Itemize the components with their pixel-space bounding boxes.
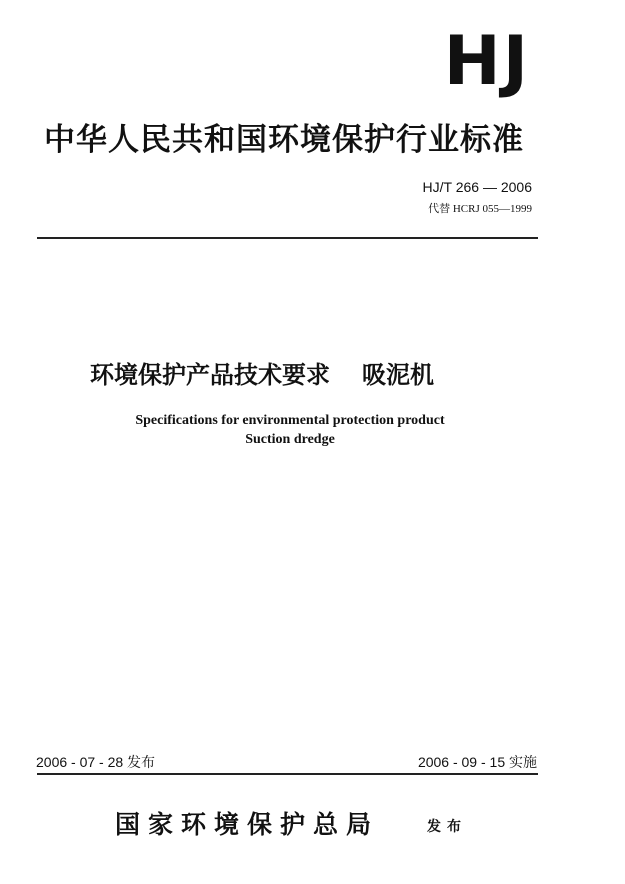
standard-code: HJ/T 266 — 2006 [422,179,532,195]
replaces-code: 代替 HCRJ 055—1999 [428,203,532,215]
publication-date: 2006 - 07 - 28 发布 [36,754,156,770]
document-title-sub: 吸泥机 [362,361,434,389]
english-title-line2: Suction dredge [245,432,335,447]
hj-logo: HJ [443,22,530,101]
footer-divider [37,773,538,775]
english-title-line1: Specifications for environmental protection product [135,413,445,428]
implementation-date: 2006 - 09 - 15 实施 [417,754,537,770]
organization-title: 中华人民共和国环境保护行业标准 [44,122,524,158]
document-title [90,355,434,390]
issuer-name: 国家环境保护总局 [115,810,380,839]
header-divider [37,237,538,239]
issue-word: 发布 [427,819,467,835]
document-title-main: 环境保护产品技术要求 [90,361,330,389]
